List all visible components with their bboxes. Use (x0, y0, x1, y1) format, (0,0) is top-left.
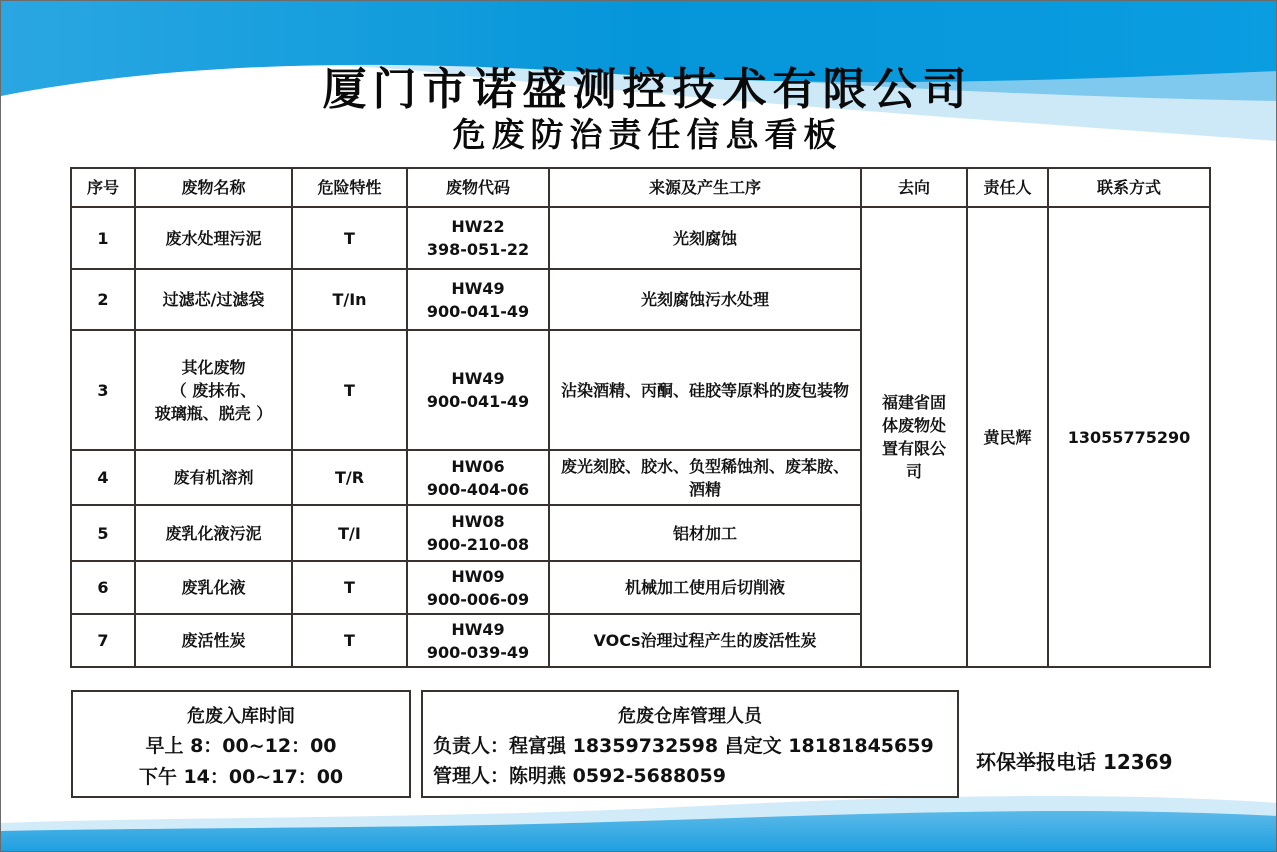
source-process: 废光刻胶、胶水、负型稀蚀剂、废苯胺、酒精 (549, 450, 861, 505)
row-number: 6 (71, 561, 135, 614)
table-header-row (71, 168, 1210, 207)
col-header: 联系方式 (1048, 168, 1210, 207)
code-number: 900-404-06 (426, 479, 530, 499)
waste-name: 废活性炭 (135, 614, 292, 667)
source-process: 机械加工使用后切削液 (549, 561, 861, 614)
row-number: 2 (71, 269, 135, 330)
destination-line: 司 (905, 462, 922, 481)
storage-time-box (71, 690, 411, 798)
code-number: 900-041-49 (426, 392, 530, 411)
col-header: 去向 (861, 168, 967, 207)
managers-title: 危废仓库管理人员 (618, 706, 762, 727)
warehouse-managers-box (421, 690, 959, 798)
code-class: HW09 (451, 566, 505, 586)
waste-code (407, 614, 549, 667)
hazard-property: T/I (292, 505, 407, 561)
waste-code (407, 269, 549, 330)
source-process: 沾染酒精、丙酮、硅胶等原料的废包装物 (549, 330, 861, 450)
responsible-person: 黄民辉 (967, 207, 1048, 667)
waste-code (407, 207, 549, 269)
destination-line: 置有限公 (881, 439, 946, 458)
afternoon-hours: 下午 14：00~17：00 (138, 766, 344, 788)
waste-code (407, 561, 549, 614)
code-number: 900-006-09 (426, 589, 530, 609)
row-number: 3 (71, 330, 135, 450)
waste-name-line: （ 废抹布、 (170, 380, 257, 400)
morning-hours: 早上 8：00~12：00 (145, 735, 337, 757)
col-header: 责任人 (967, 168, 1048, 207)
manager-line: 管理人：陈明燕 0592-5688059 (433, 765, 726, 787)
source-process: 光刻腐蚀 (549, 207, 861, 269)
waste-code (407, 330, 549, 450)
hazard-property: T (292, 330, 407, 450)
code-class: HW49 (451, 619, 505, 639)
waste-name (135, 330, 292, 450)
row-number: 4 (71, 450, 135, 505)
code-class: HW49 (451, 369, 505, 388)
row-number: 1 (71, 207, 135, 269)
col-header: 废物名称 (135, 168, 292, 207)
col-header: 废物代码 (407, 168, 549, 207)
code-class: HW49 (451, 278, 505, 298)
row-number: 5 (71, 505, 135, 561)
hazard-property: T (292, 207, 407, 269)
hazard-property: T (292, 614, 407, 667)
source-process: 光刻腐蚀污水处理 (549, 269, 861, 330)
hazard-property: T/R (292, 450, 407, 505)
waste-name: 废乳化液污泥 (135, 505, 292, 561)
col-header: 来源及产生工序 (549, 168, 861, 207)
destination (861, 207, 967, 667)
company-title: 厦门市诺盛测控技术有限公司 (322, 64, 973, 115)
source-process: VOCs治理过程产生的废活性炭 (549, 614, 861, 667)
waste-name-line: 其化废物 (181, 357, 246, 377)
table-row (71, 207, 1210, 269)
destination-line: 体废物处 (881, 416, 946, 435)
responsible-line: 负责人：程富强 18359732598 昌定文 18181845659 (433, 735, 934, 757)
waste-name: 废乳化液 (135, 561, 292, 614)
waste-code (407, 505, 549, 561)
code-class: HW08 (451, 512, 505, 531)
waste-name-line: 玻璃瓶、脱壳 ） (154, 403, 273, 423)
waste-name: 废有机溶剂 (135, 450, 292, 505)
code-number: 900-039-49 (426, 642, 530, 662)
hazard-property: T/In (292, 269, 407, 330)
code-class: HW22 (451, 217, 505, 236)
code-class: HW06 (451, 456, 505, 476)
environmental-hotline: 环保举报电话 12369 (976, 750, 1173, 774)
board-title: 危废防治责任信息看板 (452, 115, 843, 154)
row-number: 7 (71, 614, 135, 667)
waste-name: 废水处理污泥 (135, 207, 292, 269)
hazardous-waste-table (70, 167, 1211, 668)
code-number: 900-210-08 (426, 535, 530, 554)
contact-phone: 13055775290 (1048, 207, 1210, 667)
waste-code (407, 450, 549, 505)
col-header: 序号 (71, 168, 135, 207)
hazard-property: T (292, 561, 407, 614)
destination-line: 福建省固 (881, 393, 946, 412)
source-process: 铝材加工 (549, 505, 861, 561)
col-header: 危险特性 (292, 168, 407, 207)
code-number: 398-051-22 (426, 240, 530, 259)
code-number: 900-041-49 (426, 301, 530, 321)
storage-time-title: 危废入库时间 (187, 706, 295, 727)
waste-name: 过滤芯/过滤袋 (135, 269, 292, 330)
